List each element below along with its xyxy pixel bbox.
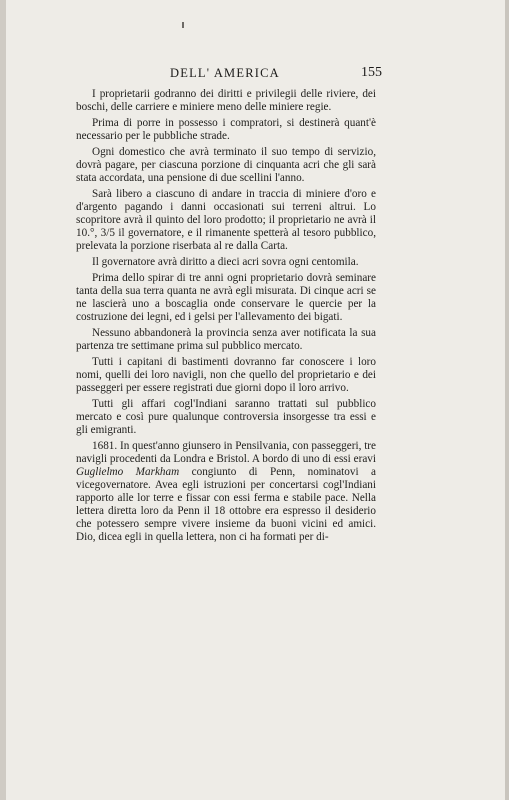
paragraph-1681-rest: congiunto di Penn, nominatovi a vicegovernatore. Avea egli istruzioni per concertarsi cogl'Indiani rapporto alle lor terre e fissar con essi ferma e stabile pace. Nella lettera diretta loro da Penn il 18 ottobre era espresso il desiderio che potessero sempre vivere insieme da buoni vicini ed amici. Dio, dicea egli in quella lettera, non ci ha formati per di- [76, 466, 376, 543]
paragraph-rights: I proprietarii godranno dei diritti e privilegii delle riviere, dei boschi, delle carriere e miniere meno delle miniere regie. [76, 88, 376, 113]
body-text [76, 88, 376, 547]
running-head [0, 66, 509, 84]
paragraph-sowing: Prima dello spirar di tre anni ogni proprietario dovrà seminare tanta della sua terra quanta ne avrà egli misurata. Di cinque acri se ne lascierà uno a boscaglia onde conservare le quercie per la costruzione dei legni, ed i gelsi per l'allevamento dei bigati. [76, 272, 376, 323]
paragraph-governor: Il governatore avrà diritto a dieci acri sovra ogni centomila. [92, 256, 359, 268]
running-title: DELL' AMERICA [170, 66, 280, 80]
paragraph-mines: Sarà libero a ciascuno di andare in traccia di miniere d'oro e d'argento pagando i danni occasionati sui terreni altrui. Lo scopritore avrà il quinto del loro prodotto; il proprietario ne avrà il 10.°, 3/5 il governatore, e il rimanente spetterà al tesoro pubblico, prelevata la porzione riserbata al re dalla Carta. [76, 188, 376, 252]
person-name: Guglielmo Markham [76, 466, 180, 478]
paragraph-servants: Ogni domestico che avrà terminato il suo tempo di servizio, dovrà pagare, per ciascuna porzione di cinquanta acri che gli sarà stata accordata, una pensione di due scellini l'anno. [76, 146, 376, 184]
paragraph-1681-start: 1681. In quest'anno giunsero in Pensilvania, con passeggeri, tre navigli procedenti da Londra e Bristol. A bordo di uno di essi eravi [76, 440, 376, 465]
page-number: 155 [361, 65, 382, 80]
page-edge-right [505, 0, 509, 800]
paragraph-captains: Tutti i capitani di bastimenti dovranno far conoscere i loro nomi, quelli dei loro navigli, non che quello del proprietario e dei passeggeri per essere registrati due giorni dopo il loro arrivo. [76, 356, 376, 394]
paragraph-1681 [76, 440, 376, 544]
paragraph-indians: Tutti gli affari cogl'Indiani saranno trattati sul pubblico mercato e così pure qualunque controversia insorgesse tra essi e gli emigranti. [76, 398, 376, 436]
page-edge-left [0, 0, 6, 800]
paragraph-departure: Nessuno abbandonerà la provincia senza aver notificata la sua partenza tre settimane prima sul pubblico mercato. [76, 327, 376, 352]
paragraph-roads: Prima di porre in possesso i compratori, si destinerà quant'è necessario per le pubbliche strade. [76, 117, 376, 142]
ink-speck [182, 22, 184, 28]
